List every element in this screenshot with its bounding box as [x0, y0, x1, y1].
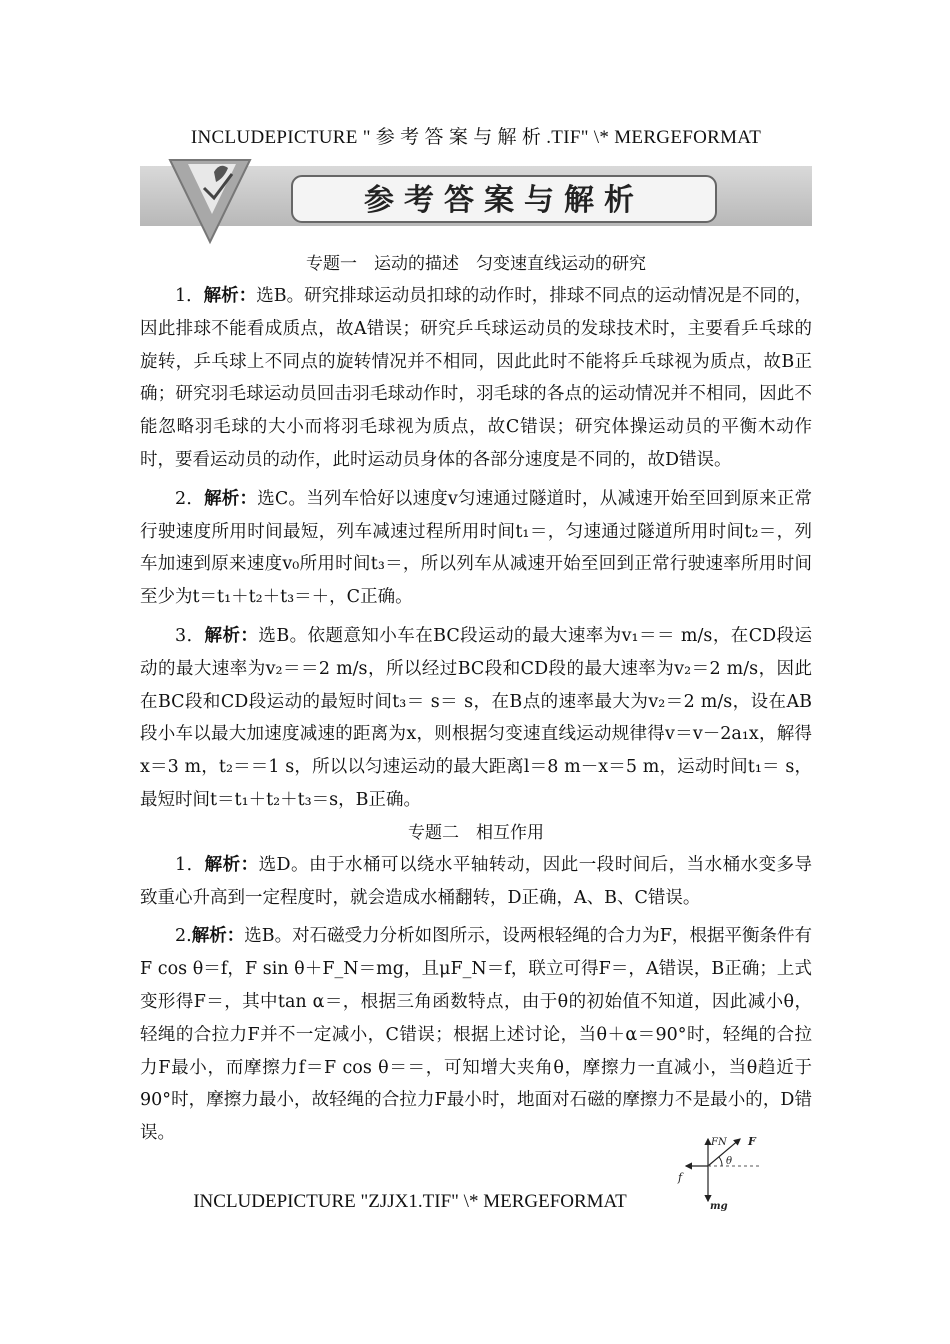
item-text: 选B。对石磁受力分析如图所示，设两根轻绳的合力为F，根据平衡条件有F cos θ＝f，F sin θ＋F_N＝mg，且μF_N＝f，联立可得F＝，A错误，B正确；上式变形得F＝，其中tan α＝，根据三角函数特点，由于θ的初始值不知道，因此减小θ，轻绳的合拉力F并不一定减小，C错误；根据上述讨论，当θ＋α＝90°时，轻绳的合拉力F最小，而摩擦力f＝F cos θ＝＝，可知增大夹角θ，摩擦力一直减小，当θ趋近于90°时，摩擦力最小，故轻绳的合拉力F最小时，地面对石磁的摩擦力不是最小的，D错误。	[140, 926, 812, 1144]
item-text: 选C。当列车恰好以速度v匀速通过隧道时，从减速开始至回到原来正常行驶速度所用时间最短，列车减速过程所用时间t₁＝，匀速通过隧道所用时间t₂＝，列车加速到原来速度v₀所用时间t₃＝，所以列车从减速开始至回到正常行驶速率所用时间至少为t＝t₁＋t₂＋t₃＝＋，C正确。	[140, 488, 813, 608]
theta-label: θ	[726, 1156, 733, 1167]
includepicture-field-top: INCLUDEPICTURE " 参 考 答 案 与 解 析 .TIF" \* MERGEFORMAT	[190, 127, 762, 148]
item-label: 解析：	[204, 488, 258, 509]
item-number: 2.	[175, 926, 192, 947]
friction-label: f	[678, 1171, 683, 1184]
f-label: F	[748, 1135, 756, 1148]
item-number: 2．	[175, 488, 205, 509]
banner-title: 参考答案与解析	[364, 183, 644, 218]
answer-item	[140, 280, 812, 477]
force-diagram	[670, 1133, 770, 1213]
item-label: 解析：	[204, 625, 259, 646]
item-text: 选D。由于水桶可以绕水平轴转动，因此一段时间后，当水桶水变多导致重心升高到一定程度时，就会造成水桶翻转，D正确，A、B、C错误。	[140, 854, 813, 908]
item-number: 1．	[175, 854, 205, 875]
item-number: 3．	[175, 625, 205, 646]
answer-content	[140, 248, 812, 1150]
item-label: 解析：	[204, 854, 259, 875]
answer-item	[140, 849, 812, 915]
answer-item	[140, 620, 812, 817]
item-label: 解析：	[203, 286, 257, 306]
section-title-2: 专题二 相互作用	[408, 822, 544, 843]
mg-label: mg	[710, 1201, 728, 1212]
item-number: 1．	[175, 286, 204, 306]
fn-label: FN	[711, 1137, 727, 1148]
answer-banner	[140, 158, 812, 248]
includepicture-field-bottom: INCLUDEPICTURE "ZJJX1.TIF" \* MERGEFORMAT	[193, 1191, 627, 1212]
answer-item	[140, 920, 812, 1150]
section-title-1: 专题一 运动的描述 匀变速直线运动的研究	[306, 254, 646, 274]
item-text: 选B。研究排球运动员扣球的动作时，排球不同点的运动情况是不同的，因此排球不能看成质点，故A错误；研究乒乓球运动员的发球技术时，主要看乒乓球的旋转，乒乓球上不同点的旋转情况并不相同，因此此时不能将乒乓球视为质点，故B正确；研究羽毛球运动员回击羽毛球动作时，羽毛球的各点的运动情况并不相同，因此不能忽略羽毛球的大小而将羽毛球视为质点，故C错误；研究体操运动员的平衡木动作时，要看运动员的动作，此时运动员身体的各部分速度是不同的，故D错误。	[140, 286, 813, 470]
item-text: 选B。依题意知小车在BC段运动的最大速率为v₁＝＝ m/s，在CD段运动的最大速率为v₂＝＝2 m/s，所以经过BC段和CD段的最大速率为v₂＝2 m/s，因此在BC段和CD段运动的最短时间t₃＝ s＝ s，在B点的速率最大为v₂＝2 m/s，设在AB段小车以最大加速度减速的距离为x，则根据匀变速直线运动规律得v＝v－2a₁x，解得x＝3 m，t₂＝＝1 s，所以以匀速运动的最大距离l＝8 m－x＝5 m，运动时间t₁＝ s，最短时间t＝t₁＋t₂＋t₃＝s，B正确。	[140, 625, 813, 810]
angle-arc	[719, 1157, 722, 1166]
answer-item	[140, 483, 812, 614]
item-label: 解析：	[191, 926, 245, 947]
